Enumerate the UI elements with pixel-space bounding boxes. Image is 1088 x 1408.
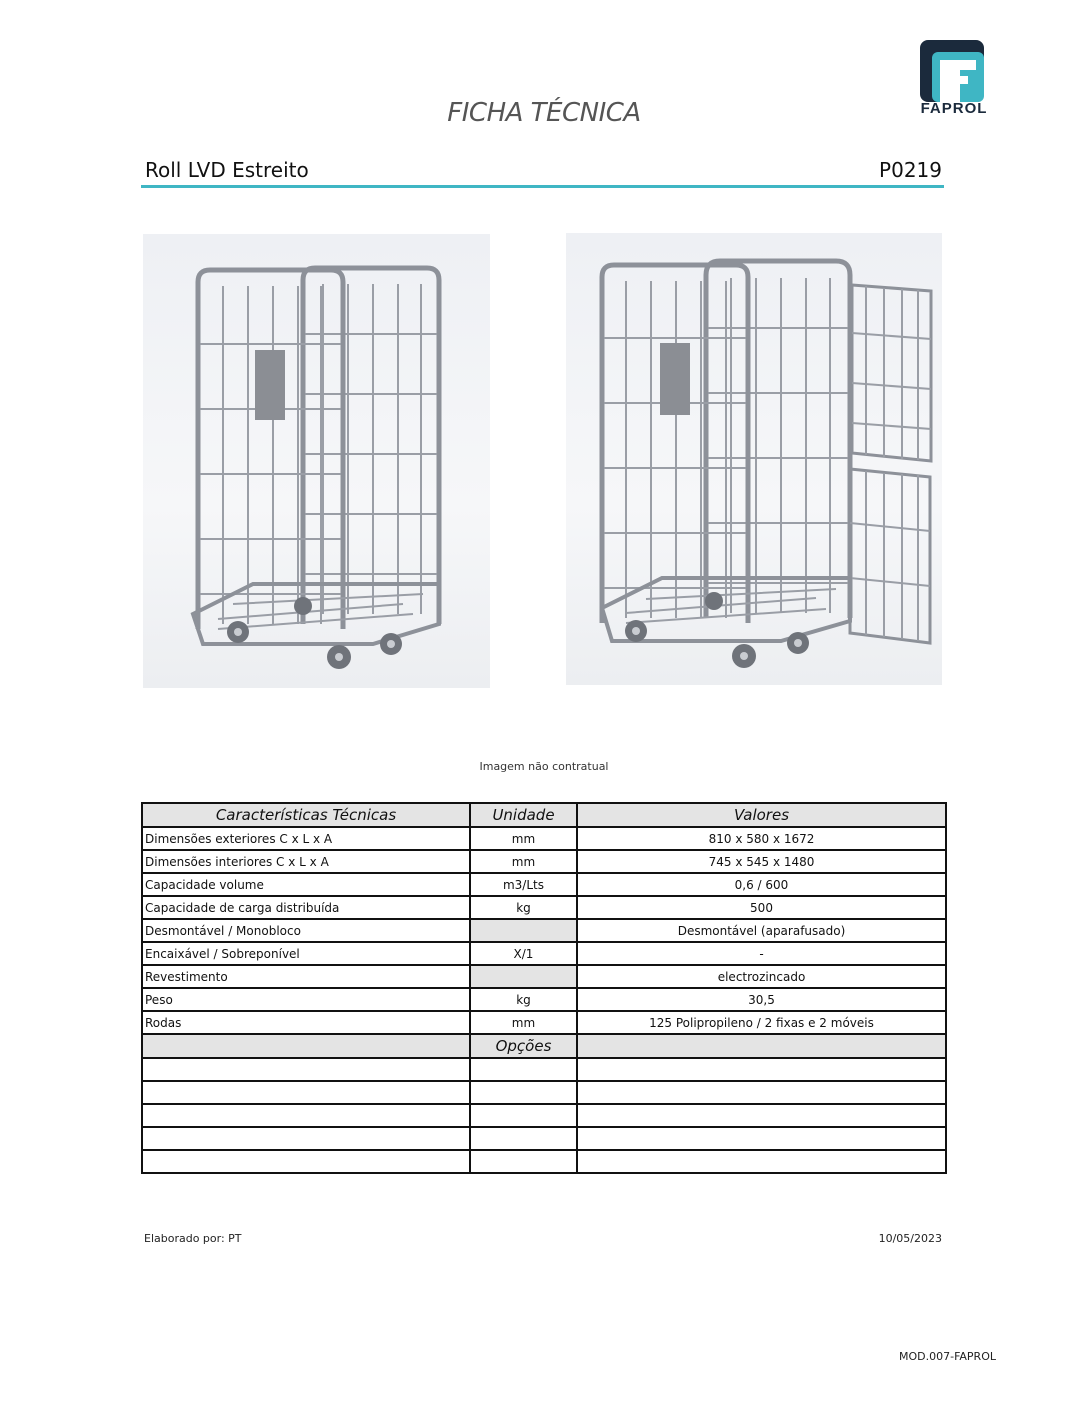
row-unit: mm [470,1011,577,1034]
product-name: Roll LVD Estreito [145,158,309,182]
row-value: 30,5 [577,988,946,1011]
row-label: Encaixável / Sobreponível [142,942,470,965]
row-unit: m3/Lts [470,873,577,896]
document-date: 10/05/2023 [878,1232,942,1245]
row-unit: kg [470,896,577,919]
product-image-closed [143,234,490,688]
row-label: Revestimento [142,965,470,988]
options-row [142,1081,946,1104]
row-value: 745 x 545 x 1480 [577,850,946,873]
options-row [142,1127,946,1150]
table-row [142,942,946,965]
row-label: Capacidade de carga distribuída [142,896,470,919]
table-row [142,988,946,1011]
options-header-row [142,1034,946,1058]
document-title: FICHA TÉCNICA [447,98,641,128]
form-code: MOD.007-FAPROL [899,1350,996,1363]
row-value: electrozincado [577,965,946,988]
row-unit: kg [470,988,577,1011]
options-row [142,1058,946,1081]
roll-cage-open-illustration [566,233,942,685]
table-row [142,850,946,873]
row-value: 125 Polipropileno / 2 fixas e 2 móveis [577,1011,946,1034]
header-values: Valores [577,803,946,827]
row-value: 810 x 580 x 1672 [577,827,946,850]
header-unit: Unidade [470,803,577,827]
table-row [142,965,946,988]
row-unit: mm [470,850,577,873]
row-label: Rodas [142,1011,470,1034]
row-value: 500 [577,896,946,919]
options-header: Opções [470,1034,577,1058]
prepared-by: Elaborado por: PT [144,1232,242,1245]
table-row [142,873,946,896]
row-label: Desmontável / Monobloco [142,919,470,942]
product-image-open [566,233,942,685]
product-code: P0219 [879,158,942,182]
roll-cage-closed-illustration [143,234,490,688]
row-value: Desmontável (aparafusado) [577,919,946,942]
row-value: - [577,942,946,965]
image-caption: Imagem não contratual [479,760,609,773]
header-characteristics: Características Técnicas [142,803,470,827]
row-value: 0,6 / 600 [577,873,946,896]
options-header-blank [142,1034,470,1058]
table-row [142,919,946,942]
spec-table [141,802,947,1174]
options-row [142,1104,946,1127]
row-unit [470,919,577,942]
table-header-row [142,803,946,827]
options-row [142,1150,946,1173]
row-label: Dimensões exteriores C x L x A [142,827,470,850]
logo-text: FAPROL [920,100,988,117]
row-label: Dimensões interiores C x L x A [142,850,470,873]
row-unit: mm [470,827,577,850]
row-unit: X/1 [470,942,577,965]
row-label: Peso [142,988,470,1011]
options-header-blank [577,1034,946,1058]
header-rule [141,185,944,188]
table-row [142,1011,946,1034]
row-label: Capacidade volume [142,873,470,896]
row-unit [470,965,577,988]
table-row [142,827,946,850]
table-row [142,896,946,919]
